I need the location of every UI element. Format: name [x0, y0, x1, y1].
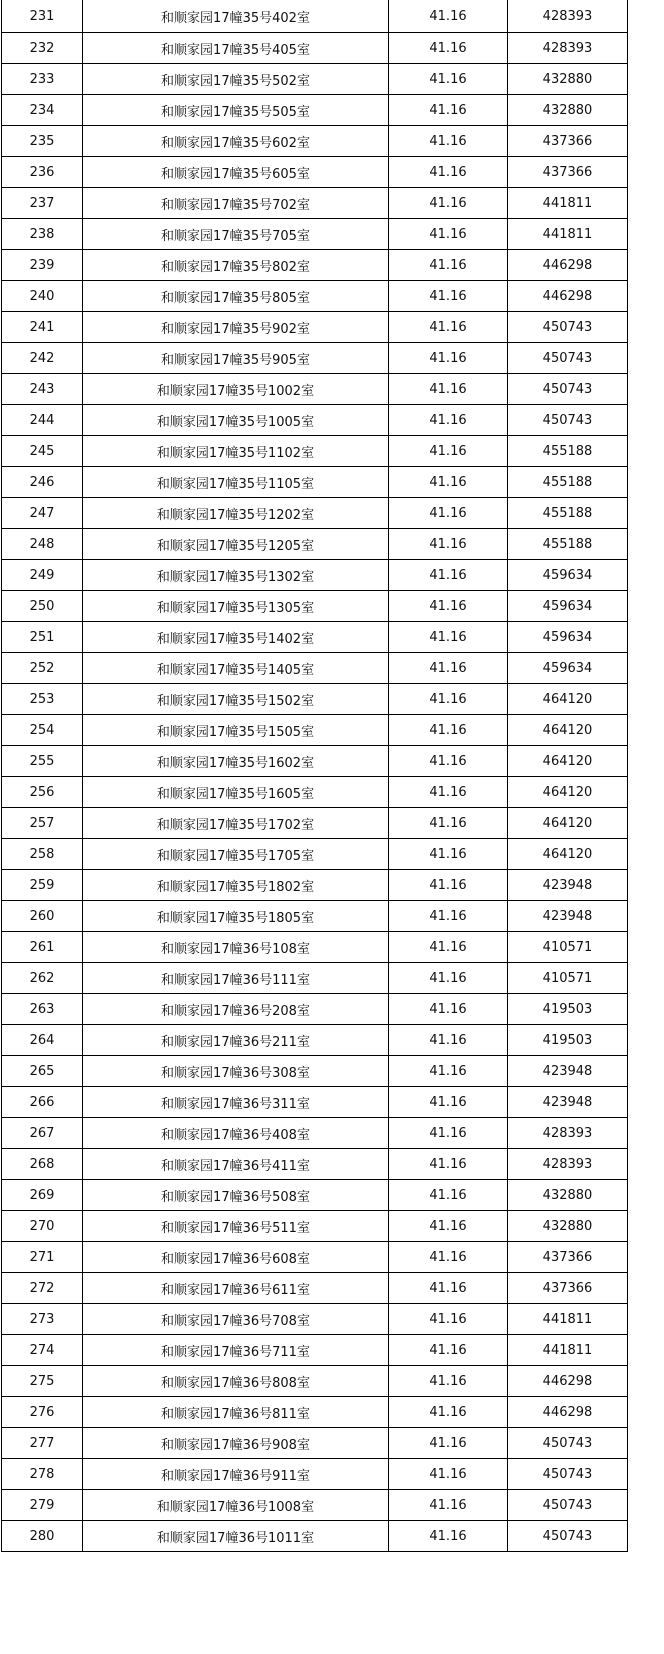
room-name-cell: 和顺家园17幢36号311室 [83, 1087, 389, 1118]
row-index-cell: 276 [2, 1397, 83, 1428]
area-cell: 41.16 [389, 1242, 508, 1273]
room-name-cell: 和顺家园17幢35号1202室 [83, 498, 389, 529]
table-row [2, 1397, 628, 1428]
table-row [2, 219, 628, 250]
price-cell: 446298 [508, 1366, 628, 1397]
table-row [2, 498, 628, 529]
price-cell: 446298 [508, 281, 628, 312]
row-index-cell: 256 [2, 777, 83, 808]
price-cell: 455188 [508, 467, 628, 498]
row-index-cell: 245 [2, 436, 83, 467]
price-cell: 437366 [508, 126, 628, 157]
table-row [2, 467, 628, 498]
area-cell: 41.16 [389, 1273, 508, 1304]
table-row [2, 932, 628, 963]
room-name-cell: 和顺家园17幢36号708室 [83, 1304, 389, 1335]
table-row [2, 994, 628, 1025]
room-name-cell: 和顺家园17幢35号802室 [83, 250, 389, 281]
table-row [2, 95, 628, 126]
area-cell: 41.16 [389, 901, 508, 932]
room-name-cell: 和顺家园17幢36号208室 [83, 994, 389, 1025]
area-cell: 41.16 [389, 1335, 508, 1366]
area-cell: 41.16 [389, 529, 508, 560]
row-index-cell: 266 [2, 1087, 83, 1118]
row-index-cell: 277 [2, 1428, 83, 1459]
row-index-cell: 275 [2, 1366, 83, 1397]
area-cell: 41.16 [389, 33, 508, 64]
room-name-cell: 和顺家园17幢35号1802室 [83, 870, 389, 901]
area-cell: 41.16 [389, 250, 508, 281]
row-index-cell: 259 [2, 870, 83, 901]
room-name-cell: 和顺家园17幢35号1305室 [83, 591, 389, 622]
room-name-cell: 和顺家园17幢36号508室 [83, 1180, 389, 1211]
room-name-cell: 和顺家园17幢35号1505室 [83, 715, 389, 746]
room-name-cell: 和顺家园17幢36号408室 [83, 1118, 389, 1149]
area-cell: 41.16 [389, 405, 508, 436]
area-cell: 41.16 [389, 1366, 508, 1397]
room-name-cell: 和顺家园17幢36号908室 [83, 1428, 389, 1459]
area-cell: 41.16 [389, 374, 508, 405]
room-name-cell: 和顺家园17幢36号608室 [83, 1242, 389, 1273]
row-index-cell: 237 [2, 188, 83, 219]
room-name-cell: 和顺家园17幢36号211室 [83, 1025, 389, 1056]
table-row [2, 64, 628, 95]
table-row [2, 963, 628, 994]
table-row [2, 746, 628, 777]
area-cell: 41.16 [389, 1118, 508, 1149]
table-row [2, 1304, 628, 1335]
area-cell: 41.16 [389, 560, 508, 591]
table-row [2, 312, 628, 343]
row-index-cell: 271 [2, 1242, 83, 1273]
room-name-cell: 和顺家园17幢35号1405室 [83, 653, 389, 684]
room-name-cell: 和顺家园17幢35号1205室 [83, 529, 389, 560]
area-cell: 41.16 [389, 1490, 508, 1521]
price-cell: 450743 [508, 1490, 628, 1521]
price-cell: 464120 [508, 715, 628, 746]
row-index-cell: 231 [2, 0, 83, 33]
row-index-cell: 250 [2, 591, 83, 622]
table-body [2, 0, 628, 1552]
row-index-cell: 251 [2, 622, 83, 653]
room-name-cell: 和顺家园17幢35号1402室 [83, 622, 389, 653]
row-index-cell: 260 [2, 901, 83, 932]
price-cell: 450743 [508, 374, 628, 405]
room-name-cell: 和顺家园17幢35号805室 [83, 281, 389, 312]
row-index-cell: 267 [2, 1118, 83, 1149]
area-cell: 41.16 [389, 1087, 508, 1118]
area-cell: 41.16 [389, 684, 508, 715]
row-index-cell: 278 [2, 1459, 83, 1490]
area-cell: 41.16 [389, 653, 508, 684]
price-cell: 450743 [508, 343, 628, 374]
table-row [2, 684, 628, 715]
table-row [2, 777, 628, 808]
row-index-cell: 243 [2, 374, 83, 405]
price-cell: 410571 [508, 932, 628, 963]
price-cell: 419503 [508, 1025, 628, 1056]
room-name-cell: 和顺家园17幢35号1005室 [83, 405, 389, 436]
table-row [2, 1211, 628, 1242]
table-row [2, 870, 628, 901]
room-name-cell: 和顺家园17幢35号1702室 [83, 808, 389, 839]
row-index-cell: 235 [2, 126, 83, 157]
price-cell: 459634 [508, 560, 628, 591]
area-cell: 41.16 [389, 1397, 508, 1428]
row-index-cell: 248 [2, 529, 83, 560]
price-cell: 450743 [508, 1428, 628, 1459]
area-cell: 41.16 [389, 1180, 508, 1211]
price-cell: 455188 [508, 498, 628, 529]
row-index-cell: 273 [2, 1304, 83, 1335]
area-cell: 41.16 [389, 1304, 508, 1335]
row-index-cell: 232 [2, 33, 83, 64]
table-row [2, 839, 628, 870]
table-row [2, 901, 628, 932]
area-cell: 41.16 [389, 188, 508, 219]
table-row [2, 1335, 628, 1366]
table-row [2, 1242, 628, 1273]
price-cell: 446298 [508, 1397, 628, 1428]
area-cell: 41.16 [389, 715, 508, 746]
price-cell: 441811 [508, 188, 628, 219]
table-row [2, 715, 628, 746]
price-cell: 464120 [508, 808, 628, 839]
room-name-cell: 和顺家园17幢35号502室 [83, 64, 389, 95]
row-index-cell: 279 [2, 1490, 83, 1521]
table-row [2, 529, 628, 560]
table-row [2, 622, 628, 653]
room-name-cell: 和顺家园17幢35号602室 [83, 126, 389, 157]
row-index-cell: 252 [2, 653, 83, 684]
area-cell: 41.16 [389, 0, 508, 33]
price-cell: 450743 [508, 312, 628, 343]
area-cell: 41.16 [389, 64, 508, 95]
room-name-cell: 和顺家园17幢35号1302室 [83, 560, 389, 591]
table-row [2, 1056, 628, 1087]
row-index-cell: 254 [2, 715, 83, 746]
area-cell: 41.16 [389, 1459, 508, 1490]
price-cell: 432880 [508, 1180, 628, 1211]
price-cell: 423948 [508, 901, 628, 932]
area-cell: 41.16 [389, 839, 508, 870]
table-row [2, 1087, 628, 1118]
room-name-cell: 和顺家园17幢36号511室 [83, 1211, 389, 1242]
room-name-cell: 和顺家园17幢35号705室 [83, 219, 389, 250]
area-cell: 41.16 [389, 994, 508, 1025]
table-row [2, 1149, 628, 1180]
price-cell: 428393 [508, 1118, 628, 1149]
room-name-cell: 和顺家园17幢36号911室 [83, 1459, 389, 1490]
housing-price-table [1, 0, 628, 1552]
row-index-cell: 272 [2, 1273, 83, 1304]
price-cell: 459634 [508, 622, 628, 653]
price-cell: 419503 [508, 994, 628, 1025]
room-name-cell: 和顺家园17幢36号1008室 [83, 1490, 389, 1521]
price-cell: 423948 [508, 870, 628, 901]
table-row [2, 1459, 628, 1490]
table-row [2, 560, 628, 591]
row-index-cell: 253 [2, 684, 83, 715]
table-row [2, 1180, 628, 1211]
area-cell: 41.16 [389, 1025, 508, 1056]
row-index-cell: 280 [2, 1521, 83, 1552]
price-cell: 428393 [508, 0, 628, 33]
area-cell: 41.16 [389, 126, 508, 157]
row-index-cell: 258 [2, 839, 83, 870]
area-cell: 41.16 [389, 870, 508, 901]
price-cell: 464120 [508, 839, 628, 870]
room-name-cell: 和顺家园17幢35号1805室 [83, 901, 389, 932]
table-row [2, 126, 628, 157]
table-row [2, 808, 628, 839]
area-cell: 41.16 [389, 963, 508, 994]
price-cell: 464120 [508, 746, 628, 777]
price-cell: 437366 [508, 157, 628, 188]
area-cell: 41.16 [389, 591, 508, 622]
row-index-cell: 242 [2, 343, 83, 374]
row-index-cell: 246 [2, 467, 83, 498]
area-cell: 41.16 [389, 95, 508, 126]
price-cell: 432880 [508, 1211, 628, 1242]
row-index-cell: 244 [2, 405, 83, 436]
table-row [2, 1025, 628, 1056]
room-name-cell: 和顺家园17幢35号505室 [83, 95, 389, 126]
area-cell: 41.16 [389, 343, 508, 374]
area-cell: 41.16 [389, 808, 508, 839]
price-cell: 459634 [508, 591, 628, 622]
price-cell: 432880 [508, 64, 628, 95]
price-cell: 450743 [508, 1459, 628, 1490]
row-index-cell: 238 [2, 219, 83, 250]
room-name-cell: 和顺家园17幢35号1705室 [83, 839, 389, 870]
row-index-cell: 264 [2, 1025, 83, 1056]
row-index-cell: 261 [2, 932, 83, 963]
area-cell: 41.16 [389, 1056, 508, 1087]
row-index-cell: 269 [2, 1180, 83, 1211]
table-row [2, 157, 628, 188]
room-name-cell: 和顺家园17幢35号1502室 [83, 684, 389, 715]
row-index-cell: 255 [2, 746, 83, 777]
table-row [2, 281, 628, 312]
area-cell: 41.16 [389, 436, 508, 467]
room-name-cell: 和顺家园17幢35号1002室 [83, 374, 389, 405]
room-name-cell: 和顺家园17幢35号605室 [83, 157, 389, 188]
table-row [2, 1273, 628, 1304]
row-index-cell: 240 [2, 281, 83, 312]
price-cell: 464120 [508, 777, 628, 808]
row-index-cell: 263 [2, 994, 83, 1025]
table-row [2, 188, 628, 219]
room-name-cell: 和顺家园17幢36号1011室 [83, 1521, 389, 1552]
room-name-cell: 和顺家园17幢36号808室 [83, 1366, 389, 1397]
area-cell: 41.16 [389, 498, 508, 529]
table-row [2, 250, 628, 281]
room-name-cell: 和顺家园17幢35号905室 [83, 343, 389, 374]
room-name-cell: 和顺家园17幢36号308室 [83, 1056, 389, 1087]
room-name-cell: 和顺家园17幢35号902室 [83, 312, 389, 343]
table-row [2, 374, 628, 405]
price-cell: 450743 [508, 1521, 628, 1552]
price-cell: 455188 [508, 529, 628, 560]
area-cell: 41.16 [389, 219, 508, 250]
room-name-cell: 和顺家园17幢35号702室 [83, 188, 389, 219]
price-cell: 441811 [508, 219, 628, 250]
row-index-cell: 249 [2, 560, 83, 591]
price-cell: 441811 [508, 1335, 628, 1366]
table-row [2, 653, 628, 684]
room-name-cell: 和顺家园17幢35号402室 [83, 0, 389, 33]
price-cell: 410571 [508, 963, 628, 994]
area-cell: 41.16 [389, 467, 508, 498]
table-row [2, 405, 628, 436]
price-cell: 450743 [508, 405, 628, 436]
room-name-cell: 和顺家园17幢35号1605室 [83, 777, 389, 808]
price-cell: 428393 [508, 33, 628, 64]
row-index-cell: 233 [2, 64, 83, 95]
room-name-cell: 和顺家园17幢36号111室 [83, 963, 389, 994]
price-cell: 464120 [508, 684, 628, 715]
row-index-cell: 270 [2, 1211, 83, 1242]
table-row [2, 591, 628, 622]
room-name-cell: 和顺家园17幢36号108室 [83, 932, 389, 963]
table-row [2, 436, 628, 467]
price-cell: 428393 [508, 1149, 628, 1180]
price-cell: 441811 [508, 1304, 628, 1335]
row-index-cell: 265 [2, 1056, 83, 1087]
price-cell: 437366 [508, 1273, 628, 1304]
price-cell: 432880 [508, 95, 628, 126]
price-cell: 437366 [508, 1242, 628, 1273]
room-name-cell: 和顺家园17幢36号411室 [83, 1149, 389, 1180]
table-row [2, 1490, 628, 1521]
table-row [2, 1521, 628, 1552]
price-cell: 455188 [508, 436, 628, 467]
area-cell: 41.16 [389, 1149, 508, 1180]
room-name-cell: 和顺家园17幢36号711室 [83, 1335, 389, 1366]
room-name-cell: 和顺家园17幢35号1105室 [83, 467, 389, 498]
row-index-cell: 239 [2, 250, 83, 281]
room-name-cell: 和顺家园17幢36号811室 [83, 1397, 389, 1428]
area-cell: 41.16 [389, 746, 508, 777]
row-index-cell: 247 [2, 498, 83, 529]
area-cell: 41.16 [389, 157, 508, 188]
price-cell: 423948 [508, 1056, 628, 1087]
price-cell: 459634 [508, 653, 628, 684]
row-index-cell: 234 [2, 95, 83, 126]
table-row [2, 1428, 628, 1459]
room-name-cell: 和顺家园17幢35号405室 [83, 33, 389, 64]
area-cell: 41.16 [389, 622, 508, 653]
table-row [2, 1366, 628, 1397]
area-cell: 41.16 [389, 312, 508, 343]
room-name-cell: 和顺家园17幢35号1602室 [83, 746, 389, 777]
room-name-cell: 和顺家园17幢35号1102室 [83, 436, 389, 467]
area-cell: 41.16 [389, 1521, 508, 1552]
table-row [2, 1118, 628, 1149]
area-cell: 41.16 [389, 281, 508, 312]
table-row [2, 0, 628, 33]
area-cell: 41.16 [389, 1428, 508, 1459]
table-row [2, 33, 628, 64]
row-index-cell: 262 [2, 963, 83, 994]
area-cell: 41.16 [389, 1211, 508, 1242]
row-index-cell: 236 [2, 157, 83, 188]
area-cell: 41.16 [389, 777, 508, 808]
price-cell: 446298 [508, 250, 628, 281]
area-cell: 41.16 [389, 932, 508, 963]
price-cell: 423948 [508, 1087, 628, 1118]
row-index-cell: 241 [2, 312, 83, 343]
room-name-cell: 和顺家园17幢36号611室 [83, 1273, 389, 1304]
row-index-cell: 257 [2, 808, 83, 839]
row-index-cell: 274 [2, 1335, 83, 1366]
table-row [2, 343, 628, 374]
row-index-cell: 268 [2, 1149, 83, 1180]
